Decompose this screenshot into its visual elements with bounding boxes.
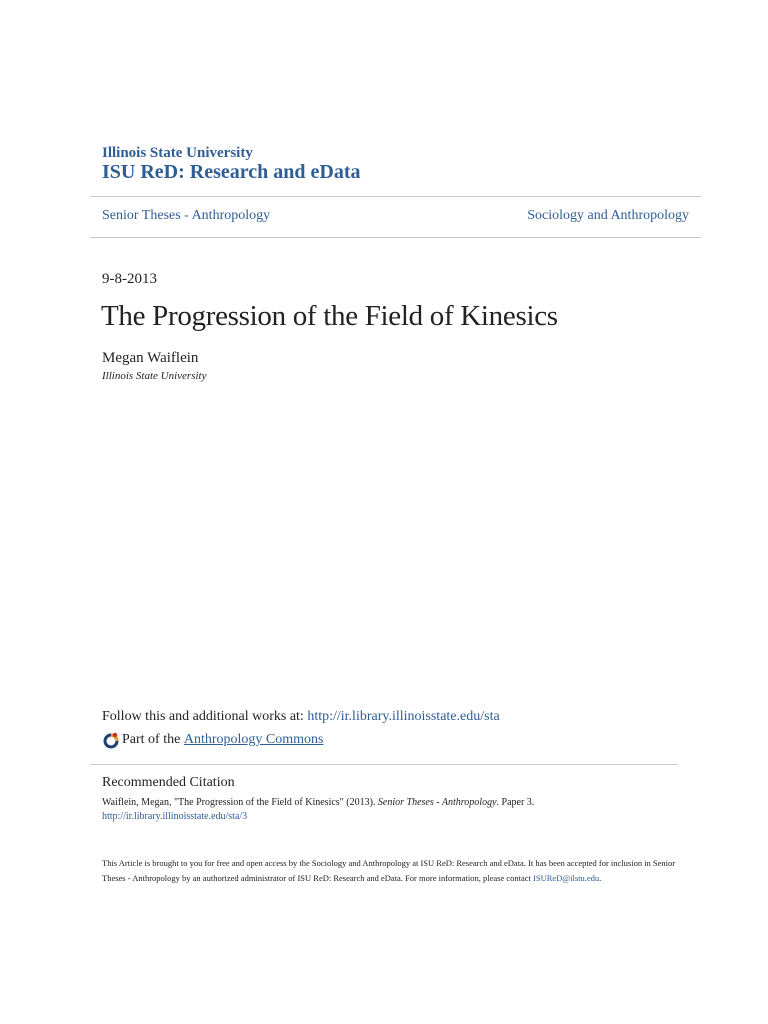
- series-link[interactable]: Senior Theses - Anthropology: [102, 208, 271, 223]
- contact-email-link[interactable]: ISUReD@ilstu.edu: [533, 873, 600, 883]
- author-name: Megan Waiflein: [102, 350, 199, 366]
- header-divider-top: [90, 196, 701, 197]
- bepress-commons-icon: [102, 731, 120, 749]
- author-affiliation: Illinois State University: [102, 370, 207, 382]
- citation-text: [102, 796, 534, 809]
- notice-text: This Article is brought to you for free and open access by the Sociology and Anthropology at ISU ReD: Research and eData. It has been accepted for inclusion in Senior Theses - Anthropology by an authorized administrator of ISU ReD: Research and eData. For more information, please contact: [102, 858, 676, 883]
- citation-prefix: Waiflein, Megan, "The Progression of the Field of Kinesics" (2013).: [102, 797, 378, 808]
- recommended-citation-heading: Recommended Citation: [102, 775, 235, 790]
- article-title: The Progression of the Field of Kinesics: [101, 300, 558, 332]
- part-of-prefix: Part of the: [122, 732, 181, 747]
- citation-series: Senior Theses - Anthropology: [377, 797, 497, 808]
- notice-end: .: [599, 873, 602, 883]
- citation-suffix: . Paper 3.: [496, 797, 535, 808]
- anthropology-commons-link[interactable]: Anthropology Commons: [183, 732, 324, 747]
- institution-name: Illinois State University: [102, 145, 253, 161]
- citation-divider: [90, 764, 678, 765]
- follow-prefix: Follow this and additional works at:: [102, 709, 308, 724]
- follow-url-link[interactable]: http://ir.library.illinoisstate.edu/sta: [307, 709, 500, 724]
- part-of-line: [102, 731, 323, 749]
- access-notice: [102, 856, 682, 886]
- publication-date: 9-8-2013: [102, 271, 157, 287]
- department-link[interactable]: Sociology and Anthropology: [527, 208, 689, 223]
- citation-url-link[interactable]: http://ir.library.illinoisstate.edu/sta/3: [102, 811, 248, 822]
- follow-line: [102, 708, 500, 726]
- header-divider-bottom: [90, 237, 701, 238]
- repository-name[interactable]: ISU ReD: Research and eData: [102, 161, 361, 183]
